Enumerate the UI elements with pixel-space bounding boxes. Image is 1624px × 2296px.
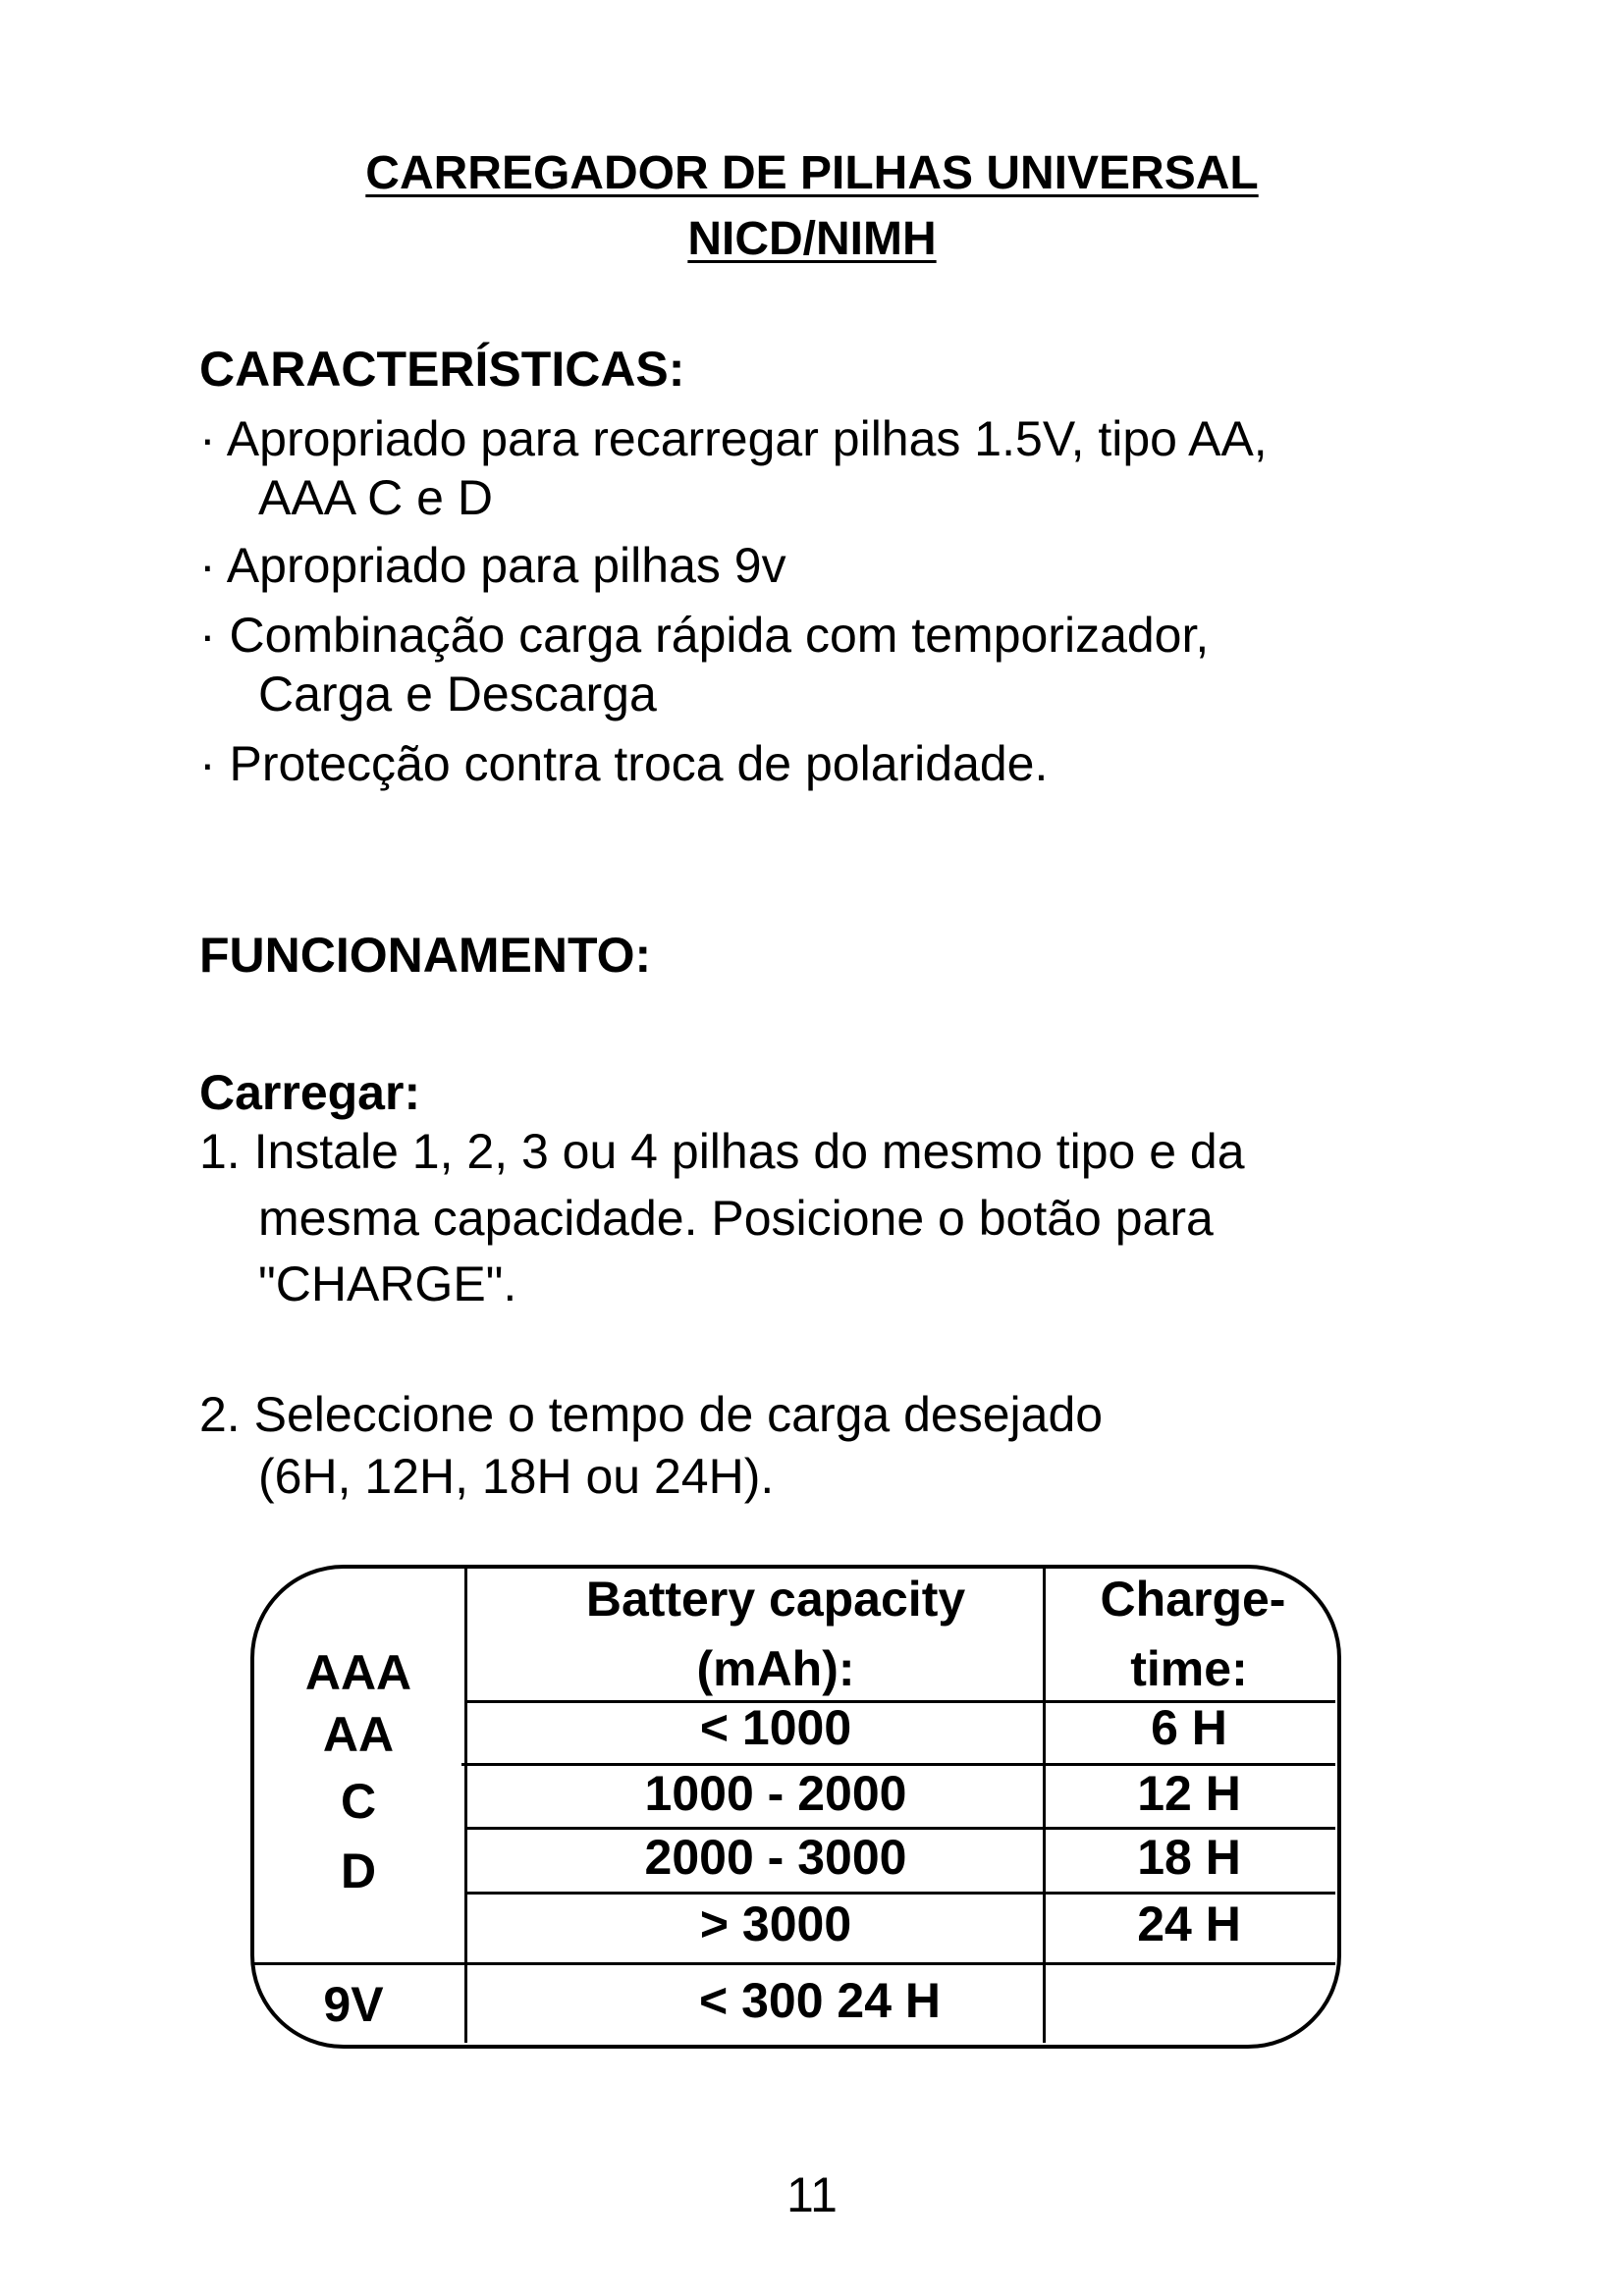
step-2-line: 2. Seleccione o tempo de carga desejado	[199, 1387, 1104, 1442]
header-capacity: (mAh):	[696, 1641, 855, 1696]
capacity-cell: > 3000	[699, 1896, 852, 1951]
time-cell: 18 H	[1137, 1830, 1241, 1885]
time-cell: 24 H	[1137, 1896, 1241, 1951]
step-1-line: "CHARGE".	[258, 1256, 517, 1311]
battery-type: AAA	[304, 1645, 412, 1700]
feature-line: AAA C e D	[258, 470, 493, 525]
step-2-line: (6H, 12H, 18H ou 24H).	[258, 1449, 775, 1504]
time-cell: 12 H	[1137, 1766, 1241, 1821]
feature-line: Carga e Descarga	[258, 667, 657, 721]
title-line-1: CARREGADOR DE PILHAS UNIVERSAL	[365, 147, 1259, 199]
step-1-line: 1. Instale 1, 2, 3 ou 4 pilhas do mesmo tipo e da	[199, 1124, 1245, 1179]
features-heading: CARACTERÍSTICAS:	[199, 342, 685, 397]
feature-line: · Protecção contra troca de polaridade.	[199, 736, 1049, 791]
page-number: 11	[786, 2167, 838, 2222]
table-divider	[464, 1568, 467, 2043]
capacity-cell: 2000 - 3000	[644, 1830, 907, 1885]
title-line-2: NICD/NIMH	[687, 213, 937, 265]
table-divider	[1043, 1568, 1046, 2043]
header-time: Charge-	[1100, 1572, 1286, 1627]
time-cell: 6 H	[1151, 1700, 1227, 1755]
battery-type: AA	[322, 1707, 395, 1762]
capacity-cell: < 1000	[699, 1700, 852, 1755]
battery-type: C	[340, 1774, 377, 1829]
operation-heading: FUNCIONAMENTO:	[199, 928, 652, 983]
battery-type-9v: 9V	[323, 1977, 384, 2032]
table-divider	[252, 1962, 1335, 1965]
capacity-cell-9v: < 300 24 H	[698, 1973, 942, 2028]
feature-line: · Apropriado para pilhas 9v	[199, 538, 786, 593]
capacity-cell: 1000 - 2000	[644, 1766, 907, 1821]
step-1-line: mesma capacidade. Posicione o botão para	[258, 1191, 1214, 1246]
header-time: time:	[1130, 1641, 1248, 1696]
header-capacity: Battery capacity	[585, 1572, 966, 1627]
feature-line: · Apropriado para recarregar pilhas 1.5V, tipo AA,	[199, 411, 1268, 466]
battery-type: D	[340, 1843, 377, 1898]
charge-subheading: Carregar:	[199, 1065, 421, 1120]
feature-line: · Combinação carga rápida com temporizador,	[199, 608, 1210, 663]
